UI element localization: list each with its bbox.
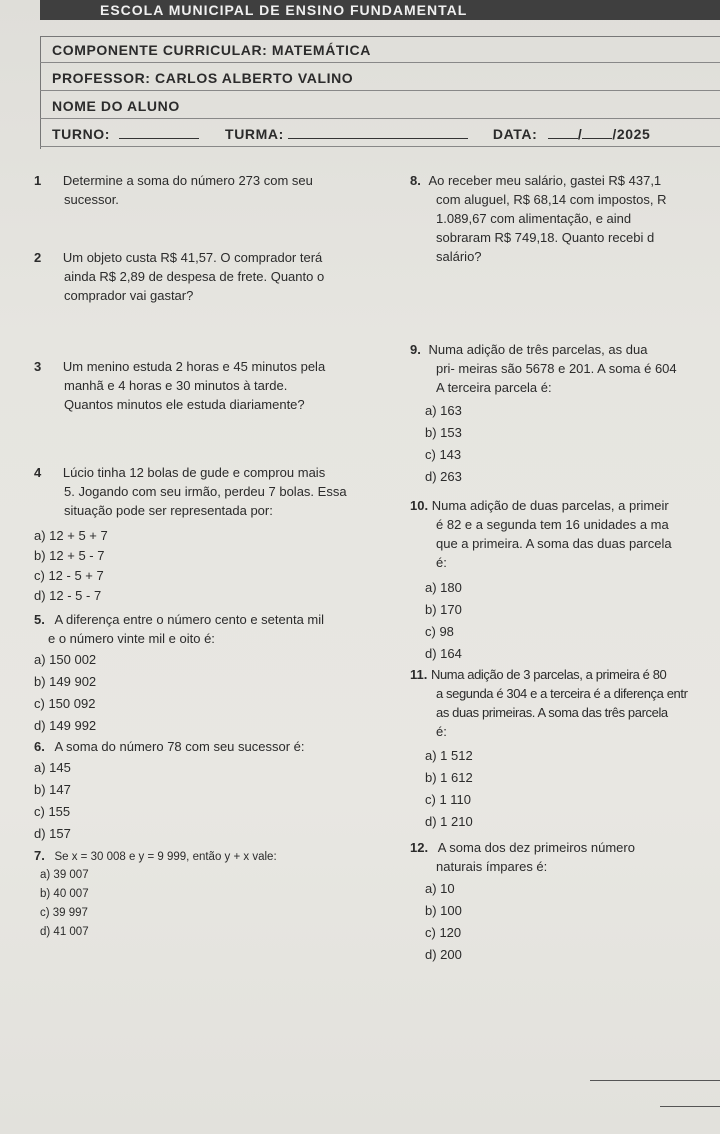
question-number: 3 [34,359,42,374]
question-text: Ao receber meu salário, gastei R$ 437,1 [428,173,662,188]
date-year: /2025 [612,126,651,142]
option-7a[interactable]: a) 39 007 [40,869,89,881]
question-7 [34,846,277,867]
option-6b[interactable]: b) 147 [34,782,71,797]
class-blank[interactable] [288,124,468,139]
option-6d[interactable]: d) 157 [34,826,71,841]
question-text: Numa adição de três parcelas, as dua [428,342,648,357]
option-10b[interactable]: b) 170 [425,602,462,617]
option-11d[interactable]: d) 1 210 [425,814,473,829]
question-text: Lúcio tinha 12 bolas de gude e comprou mais [62,465,326,480]
question-number: 2 [34,250,42,265]
divider-line [660,1106,720,1107]
option-10d[interactable]: d) 164 [425,646,462,661]
option-10c[interactable]: c) 98 [425,624,454,639]
question-text: salário? [436,249,482,264]
question-12 [410,838,635,876]
header-form [40,36,720,149]
question-number: 10. [410,498,429,513]
question-number: 4 [34,465,42,480]
question-1 [34,171,313,209]
option-12b[interactable]: b) 100 [425,903,462,918]
shift-label: TURNO: [52,126,111,142]
question-text: as duas primeiras. A soma das três parcela [436,705,668,720]
question-text: Determine a soma do número 273 com seu [62,173,313,188]
option-6a[interactable]: a) 145 [34,760,71,775]
question-text: comprador vai gastar? [64,288,194,303]
date-day-blank[interactable] [548,124,578,139]
question-text: ainda R$ 2,89 de despesa de frete. Quanto o [64,269,325,284]
option-12a[interactable]: a) 10 [425,881,455,896]
question-text: Um menino estuda 2 horas e 45 minutos pela [62,359,326,374]
question-number: 9. [410,342,421,357]
question-text: Um objeto custa R$ 41,57. O comprador terá [62,250,323,265]
question-number: 7. [34,848,45,863]
question-text: A soma dos dez primeiros número [437,840,635,855]
question-text: é: [436,724,447,739]
question-text: Quantos minutos ele estuda diariamente? [64,397,305,412]
option-9b[interactable]: b) 153 [425,425,462,440]
option-12d[interactable]: d) 200 [425,947,462,962]
question-text: é: [436,555,447,570]
question-number: 11. [410,667,428,682]
option-4d[interactable]: d) 12 - 5 - 7 [34,588,102,603]
date-separator: / [577,126,583,142]
option-5b[interactable]: b) 149 902 [34,674,97,689]
question-4 [34,463,347,520]
option-7c[interactable]: c) 39 997 [40,907,88,919]
question-3 [34,357,325,414]
question-10 [410,496,672,572]
question-text: pri- meiras são 5678 e 201. A soma é 604 [436,361,677,376]
option-4b[interactable]: b) 12 + 5 - 7 [34,548,105,563]
option-6c[interactable]: c) 155 [34,804,71,819]
option-11b[interactable]: b) 1 612 [425,770,473,785]
date-month-blank[interactable] [582,124,612,139]
question-11 [410,665,688,741]
option-4a[interactable]: a) 12 + 5 + 7 [34,528,108,543]
school-name: ESCOLA MUNICIPAL DE ENSINO FUNDAMENTAL [40,0,720,20]
option-4c[interactable]: c) 12 - 5 + 7 [34,568,104,583]
option-12c[interactable]: c) 120 [425,925,462,940]
question-text: Se x = 30 008 e y = 9 999, então y + x vale: [54,851,277,863]
option-5c[interactable]: c) 150 092 [34,696,96,711]
option-5a[interactable]: a) 150 002 [34,652,97,667]
question-text: A diferença entre o número cento e setenta mil [54,612,325,627]
question-number: 5. [34,612,45,627]
option-9a[interactable]: a) 163 [425,403,462,418]
option-9c[interactable]: c) 143 [425,447,462,462]
option-7b[interactable]: b) 40 007 [40,888,89,900]
question-text: Numa adição de 3 parcelas, a primeira é 80 [430,667,667,682]
date-label: DATA: [492,126,538,142]
component-row: COMPONENTE CURRICULAR: MATEMÁTICA [40,37,720,63]
teacher-row: PROFESSOR: CARLOS ALBERTO VALINO [40,65,720,91]
question-number: 6. [34,739,45,754]
class-label: TURMA: [225,126,284,142]
question-text: 5. Jogando com seu irmão, perdeu 7 bolas. Essa [64,484,347,499]
question-text: é 82 e a segunda tem 16 unidades a ma [436,517,669,532]
question-text: 1.089,67 com alimentação, e aind [436,211,632,226]
question-9 [410,340,677,397]
divider-line [590,1080,720,1081]
question-text: A terceira parcela é: [436,380,552,395]
question-text: com aluguel, R$ 68,14 com impostos, R [436,192,667,207]
option-9d[interactable]: d) 263 [425,469,462,484]
question-text: A soma do número 78 com seu sucessor é: [54,739,305,754]
question-text: naturais ímpares é: [436,859,548,874]
question-2 [34,248,324,305]
question-number: 1 [34,173,42,188]
question-6 [34,737,304,756]
question-text: sobraram R$ 749,18. Quanto recebi d [436,230,655,245]
option-11a[interactable]: a) 1 512 [425,748,473,763]
question-number: 12. [410,840,429,855]
question-text: situação pode ser representada por: [64,503,273,518]
shift-class-date-row [40,121,720,147]
question-5 [34,610,324,648]
question-8 [410,171,667,266]
question-text: que a primeira. A soma das duas parcela [436,536,672,551]
question-text: a segunda é 304 e a terceira é a diferença entr [436,686,688,701]
question-text: manhã e 4 horas e 30 minutos à tarde. [64,378,288,393]
question-text: Numa adição de duas parcelas, a primeir [431,498,669,513]
question-number: 8. [410,173,421,188]
question-text: e o número vinte mil e oito é: [48,631,215,646]
option-11c[interactable]: c) 1 110 [425,792,472,807]
option-10a[interactable]: a) 180 [425,580,462,595]
option-5d[interactable]: d) 149 992 [34,718,97,733]
shift-blank[interactable] [119,124,199,139]
student-name-row: NOME DO ALUNO [40,93,720,119]
question-text: sucessor. [64,192,119,207]
option-7d[interactable]: d) 41 007 [40,926,89,938]
